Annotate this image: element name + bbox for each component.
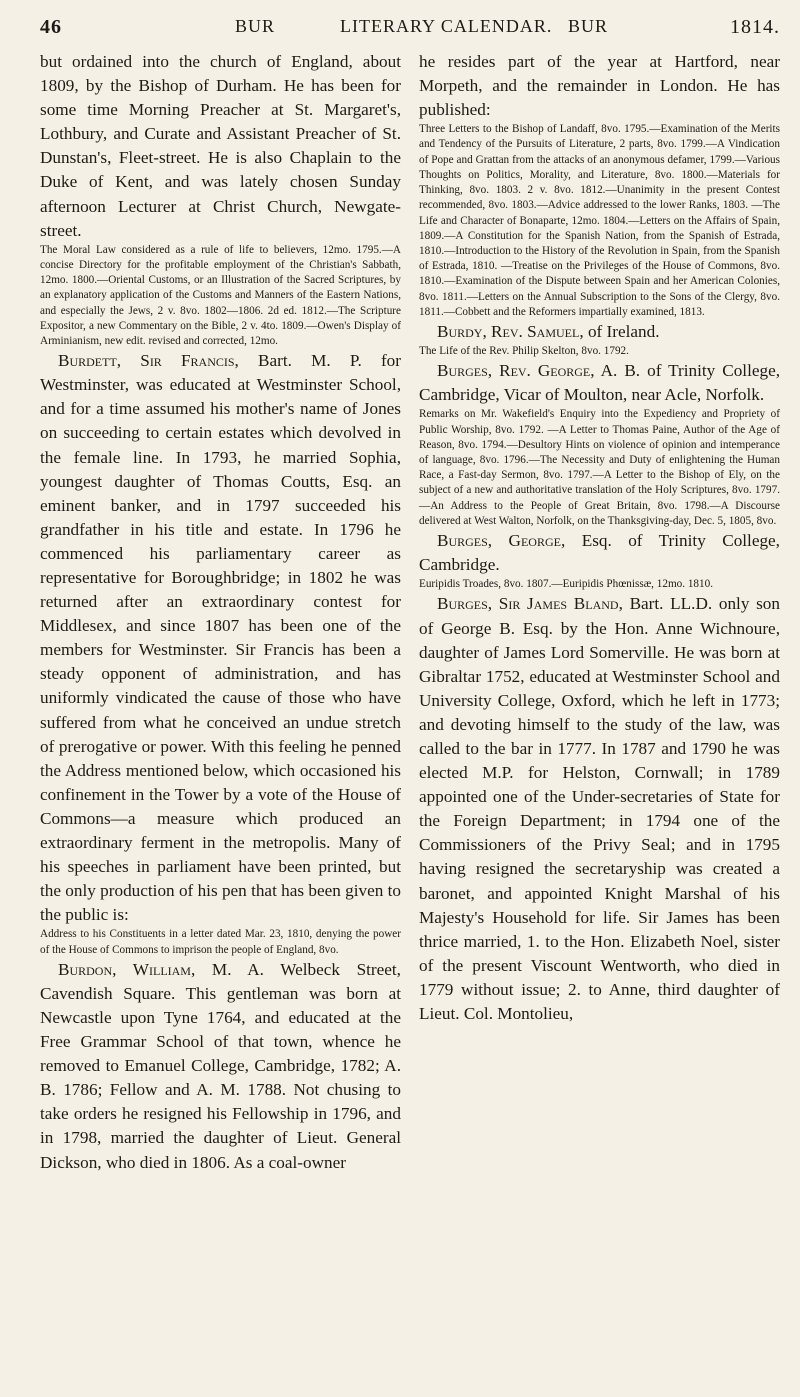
- biographical-entry: [419, 529, 780, 577]
- entry-name: Burges, Rev. George,: [437, 361, 595, 381]
- entry-text: M. A. Welbeck Street, Cavendish Square. This gentleman was born at Newcastle upon Tyne 1764, and educated at the Free Grammar School of that town, whence he removed to Emanuel College, Cambridge, 1782; A. B. 1786; Fellow and A. M. 1788. Not chusing to take orders he resigned his Fellowship in 1796, and in 1798, married the daughter of Lieut. General Dickson, who died in 1806. As a coal-owner: [40, 959, 401, 1172]
- page-number: 46: [40, 16, 62, 38]
- entry-text: of Ireland.: [583, 321, 660, 341]
- works-list: Euripidis Troades, 8vo. 1807.—Euripidis Phœnissæ, 12mo. 1810.: [419, 578, 714, 591]
- running-header: [40, 10, 780, 50]
- running-head-left: BUR: [235, 16, 276, 36]
- biographical-entry: [40, 958, 401, 1175]
- works-list: The Moral Law considered as a rule of life to believers, 12mo. 1795.—A concise Directory for the profitable employment of the Christian's Sabbath, 12mo. 1800.—Oriental Customs, or an Illustration of the Sacred Scriptures, by an explanatory application of the Customs and Manners of the Eastern Nations, and especially the Jews, 2 v. 8vo. 1802—1806. 2d ed. 1812.—The Scripture Expositor, a new Commentary on the Bible, 2 v. 4to. 1809.—Owen's Display of Arminianism, new edit. revised and corrected, 12mo.: [40, 243, 401, 347]
- entry-continuation-paragraph: he resides part of the year at Hartford, near Morpeth, and the remainder in London. He has published:: [419, 52, 780, 120]
- two-column-body: [40, 50, 780, 1175]
- running-head-right: BUR: [568, 16, 609, 36]
- entry-name: Burges, George,: [437, 531, 566, 551]
- works-list: The Life of the Rev. Philip Skelton, 8vo. 1792.: [419, 345, 629, 358]
- entry-text: Bart. LL.D. only son of George B. Esq. by the Hon. Anne Wichnoure, daughter of James Lord Somerville. He was born at Gibraltar 1752, educated at Westminster School and University College, Oxford, which he left in 1773; and devoting himself to the study of the law, was called to the bar in 1777. In 1787 and 1790 he was elected M.P. for Helston, Cornwall; in 1789 appointed one of the Under-secretaries of State for the Foreign Department; in 1794 one of the Commissioners of the Privy Seal; and in 1795 having resigned the secretaryship was created a baronet, and appointed Knight Marshal of his Majesty's Household for life. Sir James has been thrice married, 1. to the Hon. Elizabeth Noel, sister of the present Viscount Wentworth, who died in 1779 without issue; 2. to Anne, third daughter of Lieut. Col. Montolieu,: [419, 594, 780, 1024]
- left-column: [40, 50, 401, 1175]
- biographical-entry: [40, 349, 401, 927]
- entry-continuation-paragraph: but ordained into the church of England, about 1809, by the Bishop of Durham. He has been for some time Morning Preacher at St. Margaret's, Lothbury, and Curate and Assistant Preacher of St. Dunstan's, Fleet-street. He is also Chaplain to the Duke of Kent, and was lately chosen Sunday afternoon Lecturer at Christ Church, Newgate-street.: [40, 52, 401, 240]
- running-title: LITERARY CALENDAR.: [340, 16, 553, 36]
- biographical-entry: [419, 592, 780, 1026]
- entry-text: Bart. M. P. for Westminster, was educated at Westminster School, and for a time assumed his mother's name of Jones on succeeding to certain estates which devolved in the female line. In 1793, he married Sophia, youngest daughter of Thomas Coutts, Esq. an eminent banker, and in 1797 succeeded his grandfather in his title and estate. In 1796 he commenced his parliamentary career as representative for Boroughbridge; in 1802 he was returned after an extraordinary contest for Middlesex, and since 1807 has been one of the members for Westminster. Sir Francis has been a steady opponent of administration, and has uniformly vindicated the cause of those who have suffered from what he conceived an undue stretch of prerogative or power. With this feeling he penned the Address mentioned below, which occasioned his confinement in the Tower by a vote of the House of Commons—a measure which produced an extraordinary ferment in the metropolis. Many of his speeches in parliament have been printed, but the only production of his pen that has been given to the public is:: [40, 351, 401, 925]
- works-list: Address to his Constituents in a letter dated Mar. 23, 1810, denying the power of the House of Commons to imprison the people of England, 8vo.: [40, 928, 401, 956]
- entry-name: Burdy, Rev. Samuel,: [437, 321, 584, 341]
- works-list: Remarks on Mr. Wakefield's Enquiry into the Expediency and Propriety of Public Worship, 8vo. 1792. —A Letter to Thomas Paine, Author of the Age of Reason, 8vo. 1794.—Desultory Hints on violence of opinion and intemperance of language, 8vo. 1796.—The Necessity and Duty of enlightening the Human Race, a Fast-day Sermon, 8vo. 1797.—A Letter to the Bishop of Ely, on the subject of a new and authoritative translation of the Holy Scriptures, 8vo. 1797.—An Address to the People of Great Britain, 8vo. 1798.—A Discourse delivered at West Walton, Norfolk, on the Thanksgiving-day, Dec. 5, 1805, 8vo.: [419, 408, 780, 527]
- entry-text: Esq. of Trinity College, Cambridge.: [419, 531, 780, 575]
- entry-name: Burdon, William,: [58, 959, 196, 979]
- biographical-entry: [419, 320, 780, 344]
- right-column: [419, 50, 780, 1175]
- entry-name: Burdett, Sir Francis,: [58, 351, 239, 371]
- biographical-entry: [419, 359, 780, 407]
- entry-name: Burges, Sir James Bland,: [437, 594, 623, 614]
- works-list: Three Letters to the Bishop of Landaff, 8vo. 1795.—Examination of the Merits and Tendency of the Pursuits of Literature, 2 parts, 8vo. 1799.—A Vindication of Pope and Grattan from the attacks of an anonymous defamer, 1799.—Various Thoughts on Politics, Morality, and Literature, 8vo. 1800.—Materials for Thinking, 8vo. 1803. 2 v. 8vo. 1812.—Unanimity in the present Contest recommended, 8vo. 1803.—Advice addressed to the lower Ranks, 1803. —The Life and Character of Bonaparte, 12mo. 1804.—Letters on the Affairs of Spain, 1809.—A Constitution for the Spanish Nation, from the Spanish of Estrada, 1810.—Introduction to the History of the Revolution in Spain, from the Spanish of Estrada, 1810. —Treatise on the Privileges of the House of Commons, 8vo. 1810.—Examination of the Dispute between Spain and her American Colonies, 8vo. 1811.—Letters on the Annual Subscription to the Sons of the Clergy, 8vo. 1811.—Cobbett and the Reformers impartially examined, 1813.: [419, 123, 780, 318]
- entry-text: A. B. of Trinity College, Cambridge, Vicar of Moulton, near Acle, Norfolk.: [419, 361, 780, 405]
- header-year: 1814.: [730, 16, 780, 38]
